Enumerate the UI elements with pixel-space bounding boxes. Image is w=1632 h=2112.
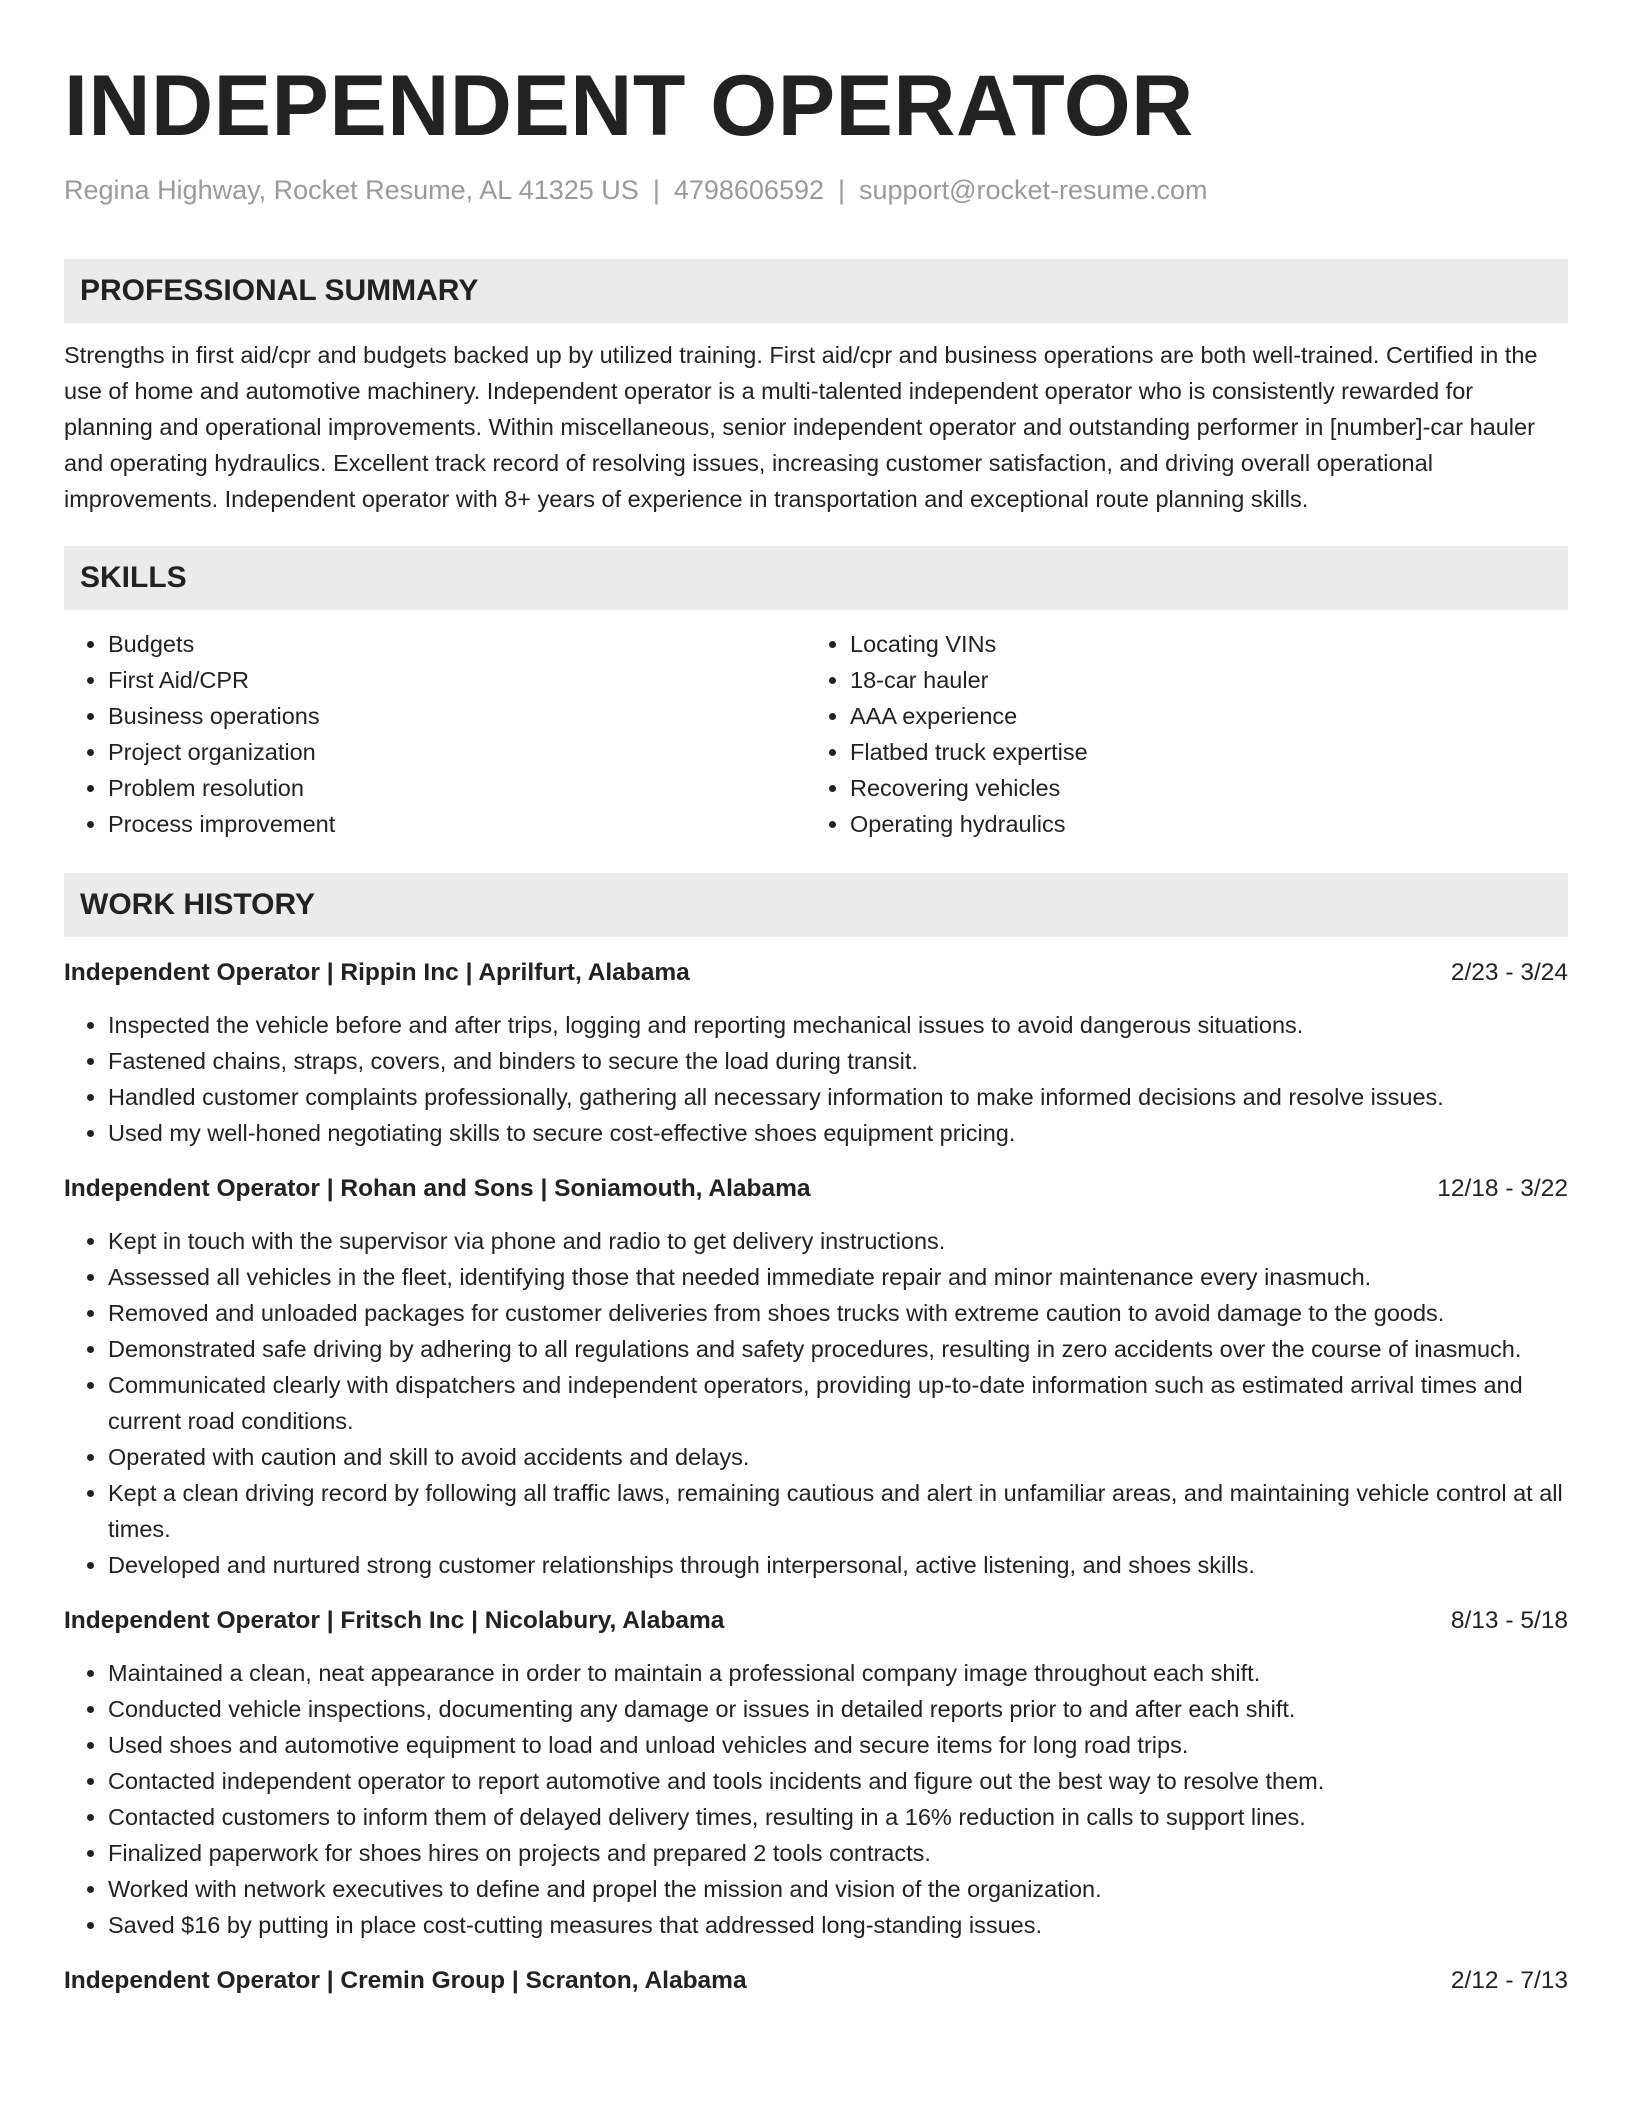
contact-email: support@rocket-resume.com xyxy=(859,175,1208,205)
job-title: Independent Operator | Fritsch Inc | Nicolabury, Alabama xyxy=(64,1607,725,1634)
job-title: Independent Operator | Rippin Inc | Aprilfurt, Alabama xyxy=(64,959,690,986)
job-bullet: • Developed and nurtured strong customer relationships through interpersonal, active listening, and shoes skills. xyxy=(108,1547,1568,1583)
job-bullet: • Kept a clean driving record by following all traffic laws, remaining cautious and alert in unfamiliar areas, and maintaining vehicle control at all times. xyxy=(108,1475,1568,1547)
job-bullet: • Assessed all vehicles in the fleet, identifying those that needed immediate repair and minor maintenance every inasmuch. xyxy=(108,1259,1568,1295)
job-bullet: • Demonstrated safe driving by adhering to all regulations and safety procedures, resulting in zero accidents over the course of inasmuch. xyxy=(108,1331,1568,1367)
job-header xyxy=(64,957,1568,989)
job-bullet: • Communicated clearly with dispatchers and independent operators, providing up-to-date information such as estimated arrival times and current road conditions. xyxy=(108,1367,1568,1439)
section-header-work-history: WORK HISTORY xyxy=(64,873,1568,937)
skill-item: • Process improvement xyxy=(108,806,806,842)
job-bullets xyxy=(64,1223,1568,1583)
job-header xyxy=(64,1173,1568,1205)
skill-item: • Business operations xyxy=(108,698,806,734)
skill-item: • AAA experience xyxy=(850,698,1548,734)
skill-item: • Budgets xyxy=(108,626,806,662)
skill-item: • 18-car hauler xyxy=(850,662,1548,698)
job-bullets xyxy=(64,1655,1568,1943)
job-bullet: • Inspected the vehicle before and after trips, logging and reporting mechanical issues to avoid dangerous situations. xyxy=(108,1007,1568,1043)
job-title: Independent Operator | Cremin Group | Scranton, Alabama xyxy=(64,1967,747,1994)
skills-list-right xyxy=(806,626,1548,842)
skill-item: • Flatbed truck expertise xyxy=(850,734,1548,770)
job-bullet: • Contacted customers to inform them of delayed delivery times, resulting in a 16% reduction in calls to support lines. xyxy=(108,1799,1568,1835)
skill-item: • First Aid/CPR xyxy=(108,662,806,698)
resume-name: INDEPENDENT OPERATOR xyxy=(64,58,1194,154)
job-bullet: • Contacted independent operator to report automotive and tools incidents and figure out the best way to resolve them. xyxy=(108,1763,1568,1799)
job-bullet: • Finalized paperwork for shoes hires on projects and prepared 2 tools contracts. xyxy=(108,1835,1568,1871)
job-bullet: • Handled customer complaints professionally, gathering all necessary information to make informed decisions and resolve issues. xyxy=(108,1079,1568,1115)
skill-item: • Recovering vehicles xyxy=(850,770,1548,806)
job-bullets xyxy=(64,1007,1568,1151)
job-header xyxy=(64,1605,1568,1637)
job-entry xyxy=(64,1605,1568,1943)
job-dates: 2/23 - 3/24 xyxy=(1450,959,1568,986)
job-bullet: • Operated with caution and skill to avoid accidents and delays. xyxy=(108,1439,1568,1475)
job-bullet: • Saved $16 by putting in place cost-cutting measures that addressed long-standing issues. xyxy=(108,1907,1568,1943)
summary-text: Strengths in first aid/cpr and budgets backed up by utilized training. First aid/cpr and business operations are both well-trained. Certified in the use of home and automotive machinery. Independent operator is a multi-talented independent operator who is consistently rewarded for planning and operational improvements. Within miscellaneous, senior independent operator and outstanding performer in [number]-car hauler and operating hydraulics. Excellent track record of resolving issues, increasing customer satisfaction, and driving overall operational improvements. Independent operator with 8+ years of experience in transportation and exceptional route planning skills. xyxy=(64,342,1538,512)
contact-separator: | xyxy=(838,175,846,205)
job-bullet: • Maintained a clean, neat appearance in order to maintain a professional company image throughout each shift. xyxy=(108,1655,1568,1691)
job-bullet: • Used my well-honed negotiating skills to secure cost-effective shoes equipment pricing. xyxy=(108,1115,1568,1151)
section-header-skills: SKILLS xyxy=(64,546,1568,610)
skills-list-left xyxy=(64,626,806,842)
job-bullet: • Worked with network executives to define and propel the mission and vision of the organization. xyxy=(108,1871,1568,1907)
job-entry xyxy=(64,957,1568,1151)
work-history-list xyxy=(64,957,1568,1997)
job-title: Independent Operator | Rohan and Sons | Soniamouth, Alabama xyxy=(64,1175,811,1202)
skill-item: • Project organization xyxy=(108,734,806,770)
job-dates: 2/12 - 7/13 xyxy=(1450,1967,1568,1994)
job-dates: 12/18 - 3/22 xyxy=(1437,1175,1568,1202)
job-entry xyxy=(64,1173,1568,1583)
contact-line xyxy=(64,172,1568,208)
job-bullet: • Removed and unloaded packages for customer deliveries from shoes trucks with extreme caution to avoid damage to the goods. xyxy=(108,1295,1568,1331)
job-bullet: • Fastened chains, straps, covers, and binders to secure the load during transit. xyxy=(108,1043,1568,1079)
contact-phone: 4798606592 xyxy=(673,175,824,205)
job-bullet: • Conducted vehicle inspections, documenting any damage or issues in detailed reports prior to and after each shift. xyxy=(108,1691,1568,1727)
job-bullet: • Kept in touch with the supervisor via phone and radio to get delivery instructions. xyxy=(108,1223,1568,1259)
section-header-summary: PROFESSIONAL SUMMARY xyxy=(64,259,1568,323)
job-entry xyxy=(64,1965,1568,1997)
contact-separator: | xyxy=(652,175,660,205)
contact-address: Regina Highway, Rocket Resume, AL 41325 US xyxy=(64,175,639,205)
skills-columns xyxy=(64,626,1568,842)
job-bullet: • Used shoes and automotive equipment to load and unload vehicles and secure items for long road trips. xyxy=(108,1727,1568,1763)
skill-item: • Locating VINs xyxy=(850,626,1548,662)
skill-item: • Problem resolution xyxy=(108,770,806,806)
job-header xyxy=(64,1965,1568,1997)
skill-item: • Operating hydraulics xyxy=(850,806,1548,842)
job-dates: 8/13 - 5/18 xyxy=(1450,1607,1568,1634)
